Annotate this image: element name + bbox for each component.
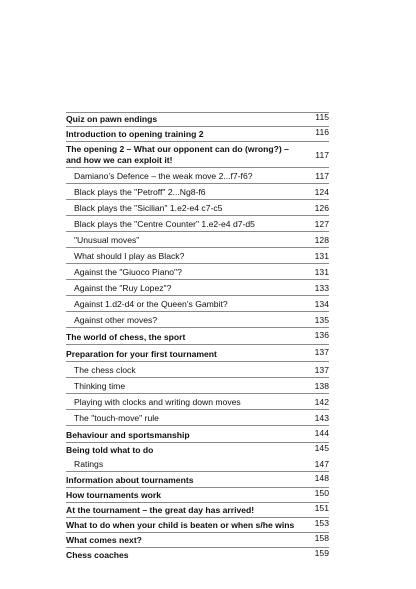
toc-page-number: 117: [315, 150, 329, 160]
toc-page-number: 128: [314, 235, 329, 245]
toc-section-entry: [66, 393, 329, 409]
toc-page-number: 131: [314, 251, 329, 261]
toc-page-number: 151: [314, 503, 329, 513]
toc-chapter-entry: [66, 141, 329, 167]
toc-page-number: 137: [314, 347, 329, 357]
toc-page-number: 142: [314, 397, 329, 407]
toc-entry-title: Black plays the "Centre Counter" 1.e2-e4 d7-d5: [74, 219, 255, 229]
toc-entry-title: Preparation for your first tournament: [66, 349, 217, 359]
toc-page-number: 159: [314, 548, 329, 558]
toc-entry-title: The opening 2 – What our opponent can do (wrong?) – and how we can exploit it!: [66, 144, 289, 165]
toc-page-number: 148: [314, 473, 329, 483]
toc-page-number: 153: [314, 518, 329, 528]
toc-page-number: 124: [314, 187, 329, 197]
toc-entry-title: Damiano’s Defence – the weak move 2...f7-f6?: [74, 171, 253, 181]
toc-entry-title: Introduction to opening training 2: [66, 129, 204, 139]
toc-page-number: 150: [314, 488, 329, 498]
toc-entry-title: Thinking time: [74, 381, 126, 391]
toc-chapter-entry: [66, 425, 329, 442]
toc-entry-title: Ratings: [74, 459, 104, 469]
toc-entry-title: Against 1.d2-d4 or the Queen’s Gambit?: [74, 299, 228, 309]
toc-entry-title: What to do when your child is beaten or when s/he wins: [66, 520, 295, 530]
toc-page-number: 145: [314, 443, 329, 453]
toc-page-number: 147: [314, 459, 329, 469]
toc-section-entry: [66, 409, 329, 425]
toc-chapter-entry: [66, 344, 329, 361]
toc-entry-title: The "touch-move" rule: [74, 413, 159, 423]
toc-chapter-entry: [66, 442, 329, 457]
toc-chapter-entry: [66, 487, 329, 502]
toc-page-number: 127: [314, 219, 329, 229]
toc-section-entry: [66, 167, 329, 183]
toc-entry-title: Information about tournaments: [66, 475, 194, 485]
toc-entry-title: What should I play as Black?: [74, 251, 185, 261]
toc-page-number: 158: [314, 533, 329, 543]
toc-entry-title: Black plays the "Sicilian" 1.e2-e4 c7-c5: [74, 203, 223, 213]
toc-entry-title: Black plays the "Petroff" 2...Ng8-f6: [74, 187, 206, 197]
toc-chapter-entry: [66, 471, 329, 487]
toc-entry-title: What comes next?: [66, 535, 142, 545]
toc-page-number: 136: [314, 330, 329, 340]
toc-section-entry: [66, 263, 329, 279]
toc-section-entry: [66, 377, 329, 393]
toc-entry-title: Chess coaches: [66, 550, 129, 560]
toc-page-number: 117: [315, 171, 329, 181]
toc-chapter-entry: [66, 517, 329, 532]
toc-section-entry: [66, 247, 329, 263]
toc-chapter-entry: [66, 502, 329, 517]
toc-page-number: 137: [314, 365, 329, 375]
toc-entry-title: Playing with clocks and writing down moves: [74, 397, 241, 407]
toc-entry-title: Being told what to do: [66, 445, 154, 455]
toc-chapter-entry: [66, 327, 329, 344]
toc-chapter-entry: [66, 126, 329, 141]
toc-entry-title: Against the "Ruy Lopez"?: [74, 283, 172, 293]
toc-page-number: 131: [314, 267, 329, 277]
toc-section-entry: [66, 279, 329, 295]
toc-chapter-entry: [66, 532, 329, 547]
toc-section-entry: [66, 215, 329, 231]
toc-section-entry: [66, 311, 329, 327]
toc-entry-title: The chess clock: [74, 365, 136, 375]
toc-page-number: 126: [314, 203, 329, 213]
toc-chapter-entry: [66, 547, 329, 562]
toc-page-number: 135: [314, 315, 329, 325]
toc-entry-title: Against the "Giuoco Piano"?: [74, 267, 182, 277]
toc-entry-title: "Unusual moves": [74, 235, 140, 245]
toc-page-number: 133: [314, 283, 329, 293]
toc-page-number: 116: [315, 127, 329, 137]
table-of-contents: [66, 112, 329, 562]
toc-entry-title: Quiz on pawn endings: [66, 114, 158, 124]
toc-section-entry: [66, 231, 329, 247]
toc-section-entry: [66, 295, 329, 311]
toc-page-number: 144: [314, 428, 329, 438]
toc-chapter-entry: [66, 112, 329, 126]
toc-page-number: 115: [315, 112, 329, 122]
toc-page-number: 143: [314, 413, 329, 423]
toc-section-entry: [66, 457, 329, 471]
toc-entry-title: Behaviour and sportsmanship: [66, 430, 190, 440]
toc-section-entry: [66, 183, 329, 199]
toc-entry-title: The world of chess, the sport: [66, 332, 186, 342]
toc-page-number: 134: [314, 299, 329, 309]
toc-section-entry: [66, 361, 329, 377]
toc-section-entry: [66, 199, 329, 215]
toc-page-number: 138: [314, 381, 329, 391]
toc-entry-title: At the tournament – the great day has arrived!: [66, 505, 255, 515]
toc-entry-title: How tournaments work: [66, 490, 162, 500]
toc-entry-title: Against other moves?: [74, 315, 158, 325]
